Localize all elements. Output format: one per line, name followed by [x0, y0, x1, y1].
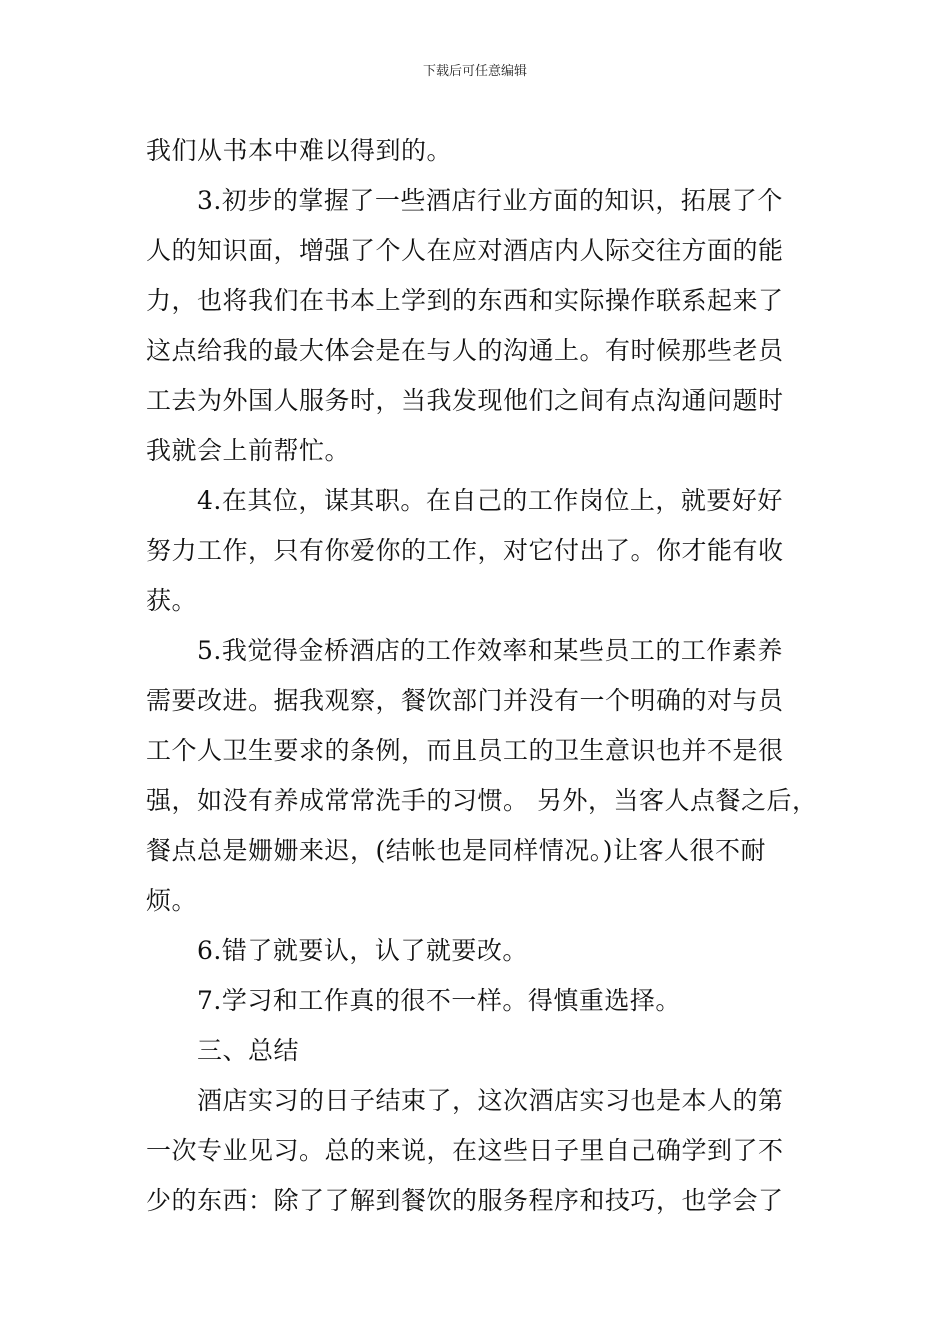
- text-line: 烦。: [146, 886, 198, 915]
- text-line: 获。: [146, 586, 198, 615]
- text-line: 需要改进。据我观察，餐饮部门并没有一个明确的对与员: [146, 686, 784, 715]
- text-line: 少的东西：除了了解到餐饮的服务程序和技巧，也学会了: [146, 1186, 784, 1215]
- text-line: 一次专业见习。总的来说，在这些日子里自己确学到了不: [146, 1136, 784, 1165]
- text-line: 工个人卫生要求的条例，而且员工的卫生意识也并不是很: [146, 736, 784, 765]
- text-line: 我们从书本中难以得到的。: [146, 136, 453, 165]
- text-line: 7.学习和工作真的很不一样。得慎重选择。: [197, 986, 681, 1015]
- text-line: 这点给我的最大体会是在与人的沟通上。有时候那些老员: [146, 336, 784, 365]
- text-line: 3.初步的掌握了一些酒店行业方面的知识，拓展了个: [197, 186, 783, 215]
- text-line: 工去为外国人服务时，当我发现他们之间有点沟通问题时: [146, 386, 784, 415]
- text-line: 餐点总是姗姗来迟，(结帐也是同样情况。)让客人很不耐: [146, 836, 767, 865]
- text-line: 努力工作，只有你爱你的工作，对它付出了。你才能有收: [146, 536, 784, 565]
- section-heading: 三、总结: [197, 1036, 300, 1065]
- text-line: 5.我觉得金桥酒店的工作效率和某些员工的工作素养: [197, 636, 783, 665]
- text-line: 力，也将我们在书本上学到的东西和实际操作联系起来了: [146, 286, 784, 315]
- text-line: 4.在其位，谋其职。在自己的工作岗位上，就要好好: [197, 486, 783, 515]
- document-body: [146, 126, 826, 1226]
- text-line: 酒店实习的日子结束了，这次酒店实习也是本人的第: [197, 1086, 784, 1115]
- text-line: 6.错了就要认，认了就要改。: [197, 936, 528, 965]
- text-line: 我就会上前帮忙。: [146, 436, 351, 465]
- text-line: 强，如没有养成常常洗手的习惯。 另外，当客人点餐之后，: [146, 786, 818, 815]
- text-line: 人的知识面，增强了个人在应对酒店内人际交往方面的能: [146, 236, 784, 265]
- page-header: 下载后可任意编辑: [422, 64, 527, 79]
